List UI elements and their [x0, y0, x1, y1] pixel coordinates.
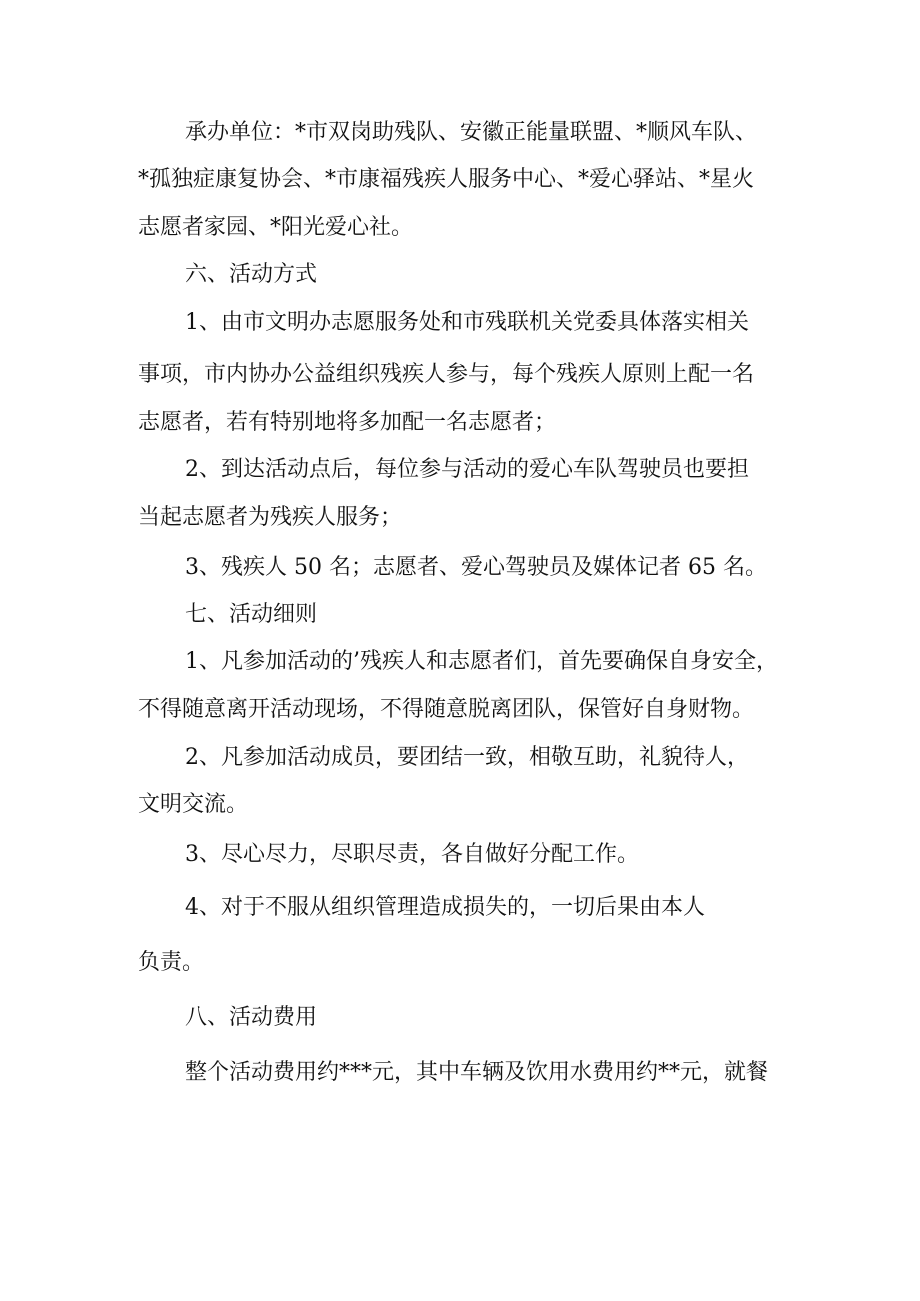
paragraph-line: 当起志愿者为残疾人服务；: [138, 505, 403, 530]
paragraph-line: 负责。: [138, 950, 205, 975]
paragraph-line: 承办单位：*市双岗助残队、安徽正能量联盟、*顺风车队、: [185, 120, 758, 145]
paragraph-line: 不得随意离开活动现场，不得随意脱离团队，保管好自身财物。: [138, 697, 755, 722]
paragraph-line: 3、尽心尽力，尽职尽责，各自做好分配工作。: [185, 842, 639, 867]
paragraph-line: *孤独症康复协会、*市康福残疾人服务中心、*爱心驿站、*星火: [138, 167, 755, 192]
paragraph-line: 2、到达活动点后，每位参与活动的爱心车队驾驶员也要担: [185, 457, 749, 482]
section-heading: 八、活动费用: [185, 1005, 318, 1030]
paragraph-line: 3、残疾人 50 名；志愿者、爱心驾驶员及媒体记者 65 名。: [185, 555, 767, 580]
paragraph-line: 事项，市内协办公益组织残疾人参与，每个残疾人原则上配一名: [138, 362, 755, 387]
section-heading: 六、活动方式: [185, 262, 318, 287]
paragraph-line: 志愿者，若有特别地将多加配一名志愿者；: [138, 410, 557, 435]
paragraph-line: 4、对于不服从组织管理造成损失的，一切后果由本人: [185, 895, 705, 920]
paragraph-line: 文明交流。: [138, 792, 249, 817]
paragraph-line: 1、凡参加活动的’残疾人和志愿者们，首先要确保自身安全，: [185, 649, 778, 674]
section-heading: 七、活动细则: [185, 602, 318, 627]
paragraph-line: 志愿者家园、*阳光爱心社。: [138, 215, 414, 240]
paragraph-line: 2、凡参加活动成员，要团结一致，相敬互助，礼貌待人，: [185, 745, 749, 770]
paragraph-line: 1、由市文明办志愿服务处和市残联机关党委具体落实相关: [185, 310, 749, 335]
paragraph-line: 整个活动费用约***元，其中车辆及饮用水费用约**元，就餐: [185, 1060, 769, 1085]
